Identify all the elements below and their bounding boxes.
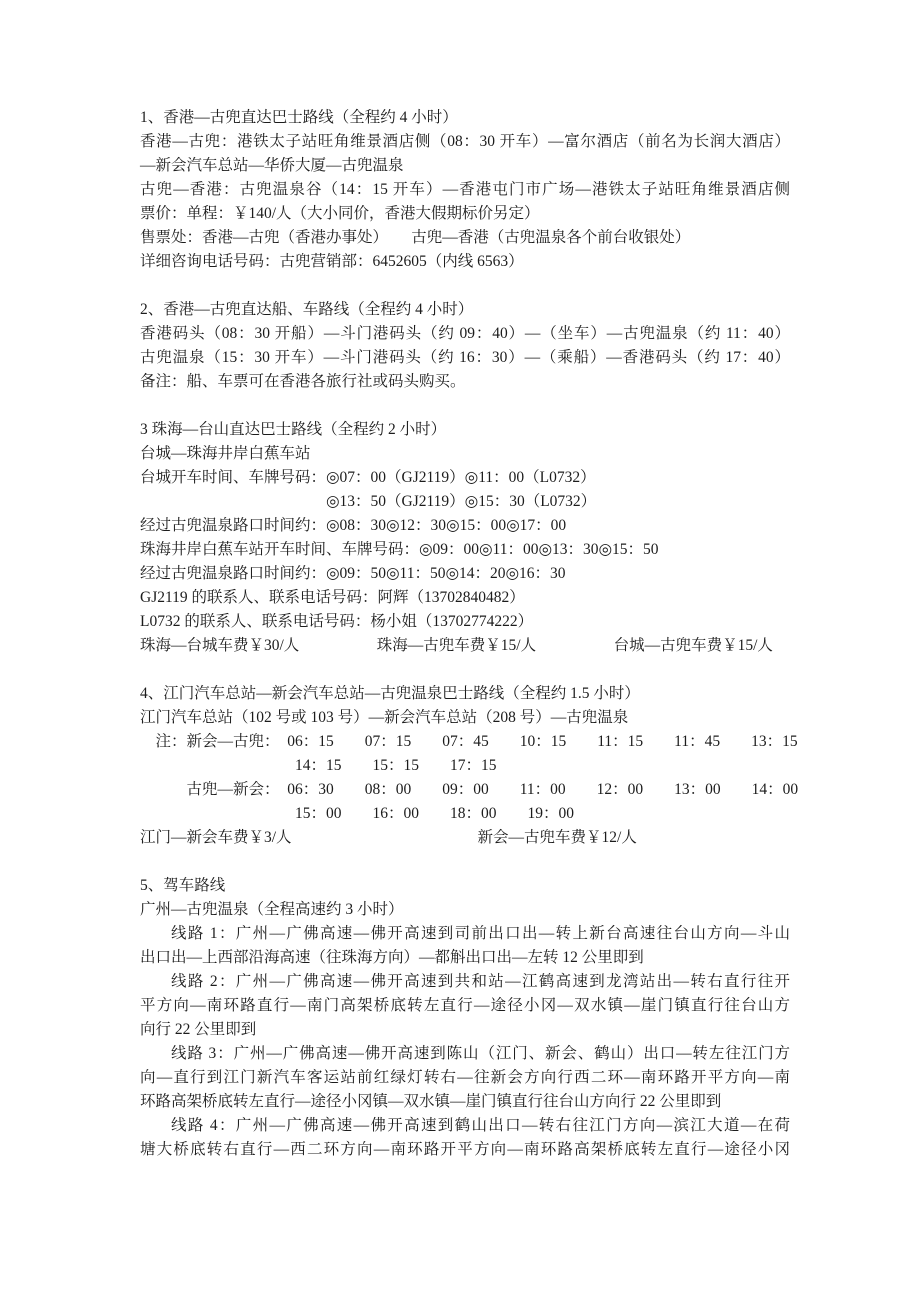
schedule-line: 15：00 16：00 18：00 19：00 (140, 805, 575, 822)
schedule-line: 古兜—新会： 06：30 08：00 09：00 11：00 12：00 13：00 14：00 (140, 781, 799, 798)
text-line: 古兜温泉（15：30 开车）—斗门港码头（约 16：30）—（乘船）—香港码头（约 17：40） (140, 349, 790, 366)
text-line: 台城—珠海井岸白蕉车站 (140, 445, 311, 462)
schedule-line: 珠海井岸白蕉车站开车时间、车牌号码：◎09：00◎11：00◎13：30◎15：50 (140, 541, 659, 558)
text-line: 详细咨询电话号码：古兜营销部：6452605（内线 6563） (140, 253, 524, 270)
schedule-line: 注：新会—古兜： 06：15 07：15 07：45 10：15 11：15 11：45 13：15 (140, 733, 798, 750)
text-line: 备注：船、车票可在香港各旅行社或码头购买。 (140, 373, 466, 390)
text-line: —新会汽车总站—华侨大厦—古兜温泉 (140, 157, 404, 174)
route-line: 线路 4：广州—广佛高速—佛开高速到鹤山出口—转右往江门方向—滨江大道—在荷 (171, 1117, 790, 1134)
route-line: 出口出—上西部沿海高速（往珠海方向）—都斛出口出—左转 12 公里即到 (140, 949, 644, 966)
route-line: 向—直行到江门新汽车客运站前红绿灯转右—往新会方向行西二环—南环路开平方向—南 (140, 1069, 790, 1086)
route-line: 塘大桥底转右直行—西二环方向—南环路开平方向—南环路高架桥底转左直行—途径小冈 (140, 1141, 790, 1158)
schedule-line: 经过古兜温泉路口时间约：◎09：50◎11：50◎14：20◎16：30 (140, 565, 566, 582)
document-content (140, 106, 799, 1162)
contact-line: L0732 的联系人、联系电话号码：杨小姐（13702774222） (140, 613, 534, 630)
section-jiangmen-xinhui-gudou-bus-route (140, 682, 799, 850)
text-line: 古兜—香港：古兜温泉谷（14：15 开车）—香港屯门市广场—港铁太子站旺角维景酒店侧 (140, 181, 790, 198)
fare-line: 江门—新会车费￥3/人 新会—古兜车费￥12/人 (140, 829, 637, 846)
route-line: 线路 1：广州—广佛高速—佛开高速到司前出口出—转上新台高速往台山方向—斗山 (171, 925, 790, 942)
section-driving-routes (140, 874, 790, 1162)
schedule-line: ◎13：50（GJ2119）◎15：30（L0732） (140, 493, 597, 510)
section-spacer (140, 274, 790, 298)
schedule-line: 经过古兜温泉路口时间约：◎08：30◎12：30◎15：00◎17：00 (140, 517, 567, 534)
section-title: 4、江门汽车总站—新会汽车总站—古兜温泉巴士路线（全程约 1.5 小时） (140, 685, 640, 702)
section-title: 3 珠海—台山直达巴士路线（全程约 2 小时） (140, 421, 447, 438)
text-line: 香港—古兜：港铁太子站旺角维景酒店侧（08：30 开车）—富尔酒店（前名为长润大酒店） (140, 133, 790, 150)
section-hk-gudou-ferry-bus-route (140, 298, 790, 394)
section-spacer (140, 658, 790, 682)
section-hk-gudou-direct-bus-route (140, 106, 790, 274)
text-line: 广州—古兜温泉（全程高速约 3 小时） (140, 901, 404, 918)
section-title: 2、香港—古兜直达船、车路线（全程约 4 小时） (140, 301, 474, 318)
section-title: 1、香港—古兜直达巴士路线（全程约 4 小时） (140, 109, 458, 126)
fare-line: 珠海—台城车费￥30/人 珠海—古兜车费￥15/人 台城—古兜车费￥15/人 (140, 637, 773, 654)
text-line: 江门汽车总站（102 号或 103 号）—新会汽车总站（208 号）—古兜温泉 (140, 709, 629, 726)
schedule-line: 台城开车时间、车牌号码：◎07：00（GJ2119）◎11：00（L0732） (140, 469, 596, 486)
text-line: 票价：单程：￥140/人（大小同价，香港大假期标价另定） (140, 205, 540, 222)
text-line: 售票处：香港—古兜（香港办事处） 古兜—香港（古兜温泉各个前台收银处） (140, 229, 691, 246)
route-line: 环路高架桥底转左直行—途径小冈镇—双水镇—崖门镇直行往台山方向行 22 公里即到 (140, 1093, 722, 1110)
route-line: 平方向—南环路直行—南门高架桥底转左直行—途径小冈—双水镇—崖门镇直行往台山方 (140, 997, 790, 1014)
section-spacer (140, 394, 790, 418)
section-spacer (140, 850, 790, 874)
contact-line: GJ2119 的联系人、联系电话号码：阿辉（13702840482） (140, 589, 525, 606)
schedule-line: 14：15 15：15 17：15 (140, 757, 497, 774)
section-title: 5、驾车路线 (140, 877, 226, 894)
route-line: 线路 3：广州—广佛高速—佛开高速到陈山（江门、新会、鹤山）出口—转左往江门方 (171, 1045, 790, 1062)
section-zhuhai-taishan-direct-bus-route (140, 418, 790, 658)
route-line: 向行 22 公里即到 (140, 1021, 257, 1038)
route-line: 线路 2：广州—广佛高速—佛开高速到共和站—江鹤高速到龙湾站出—转右直行往开 (171, 973, 790, 990)
text-line: 香港码头（08：30 开船）—斗门港码头（约 09：40）—（坐车）—古兜温泉（约 11：40） (140, 325, 790, 342)
